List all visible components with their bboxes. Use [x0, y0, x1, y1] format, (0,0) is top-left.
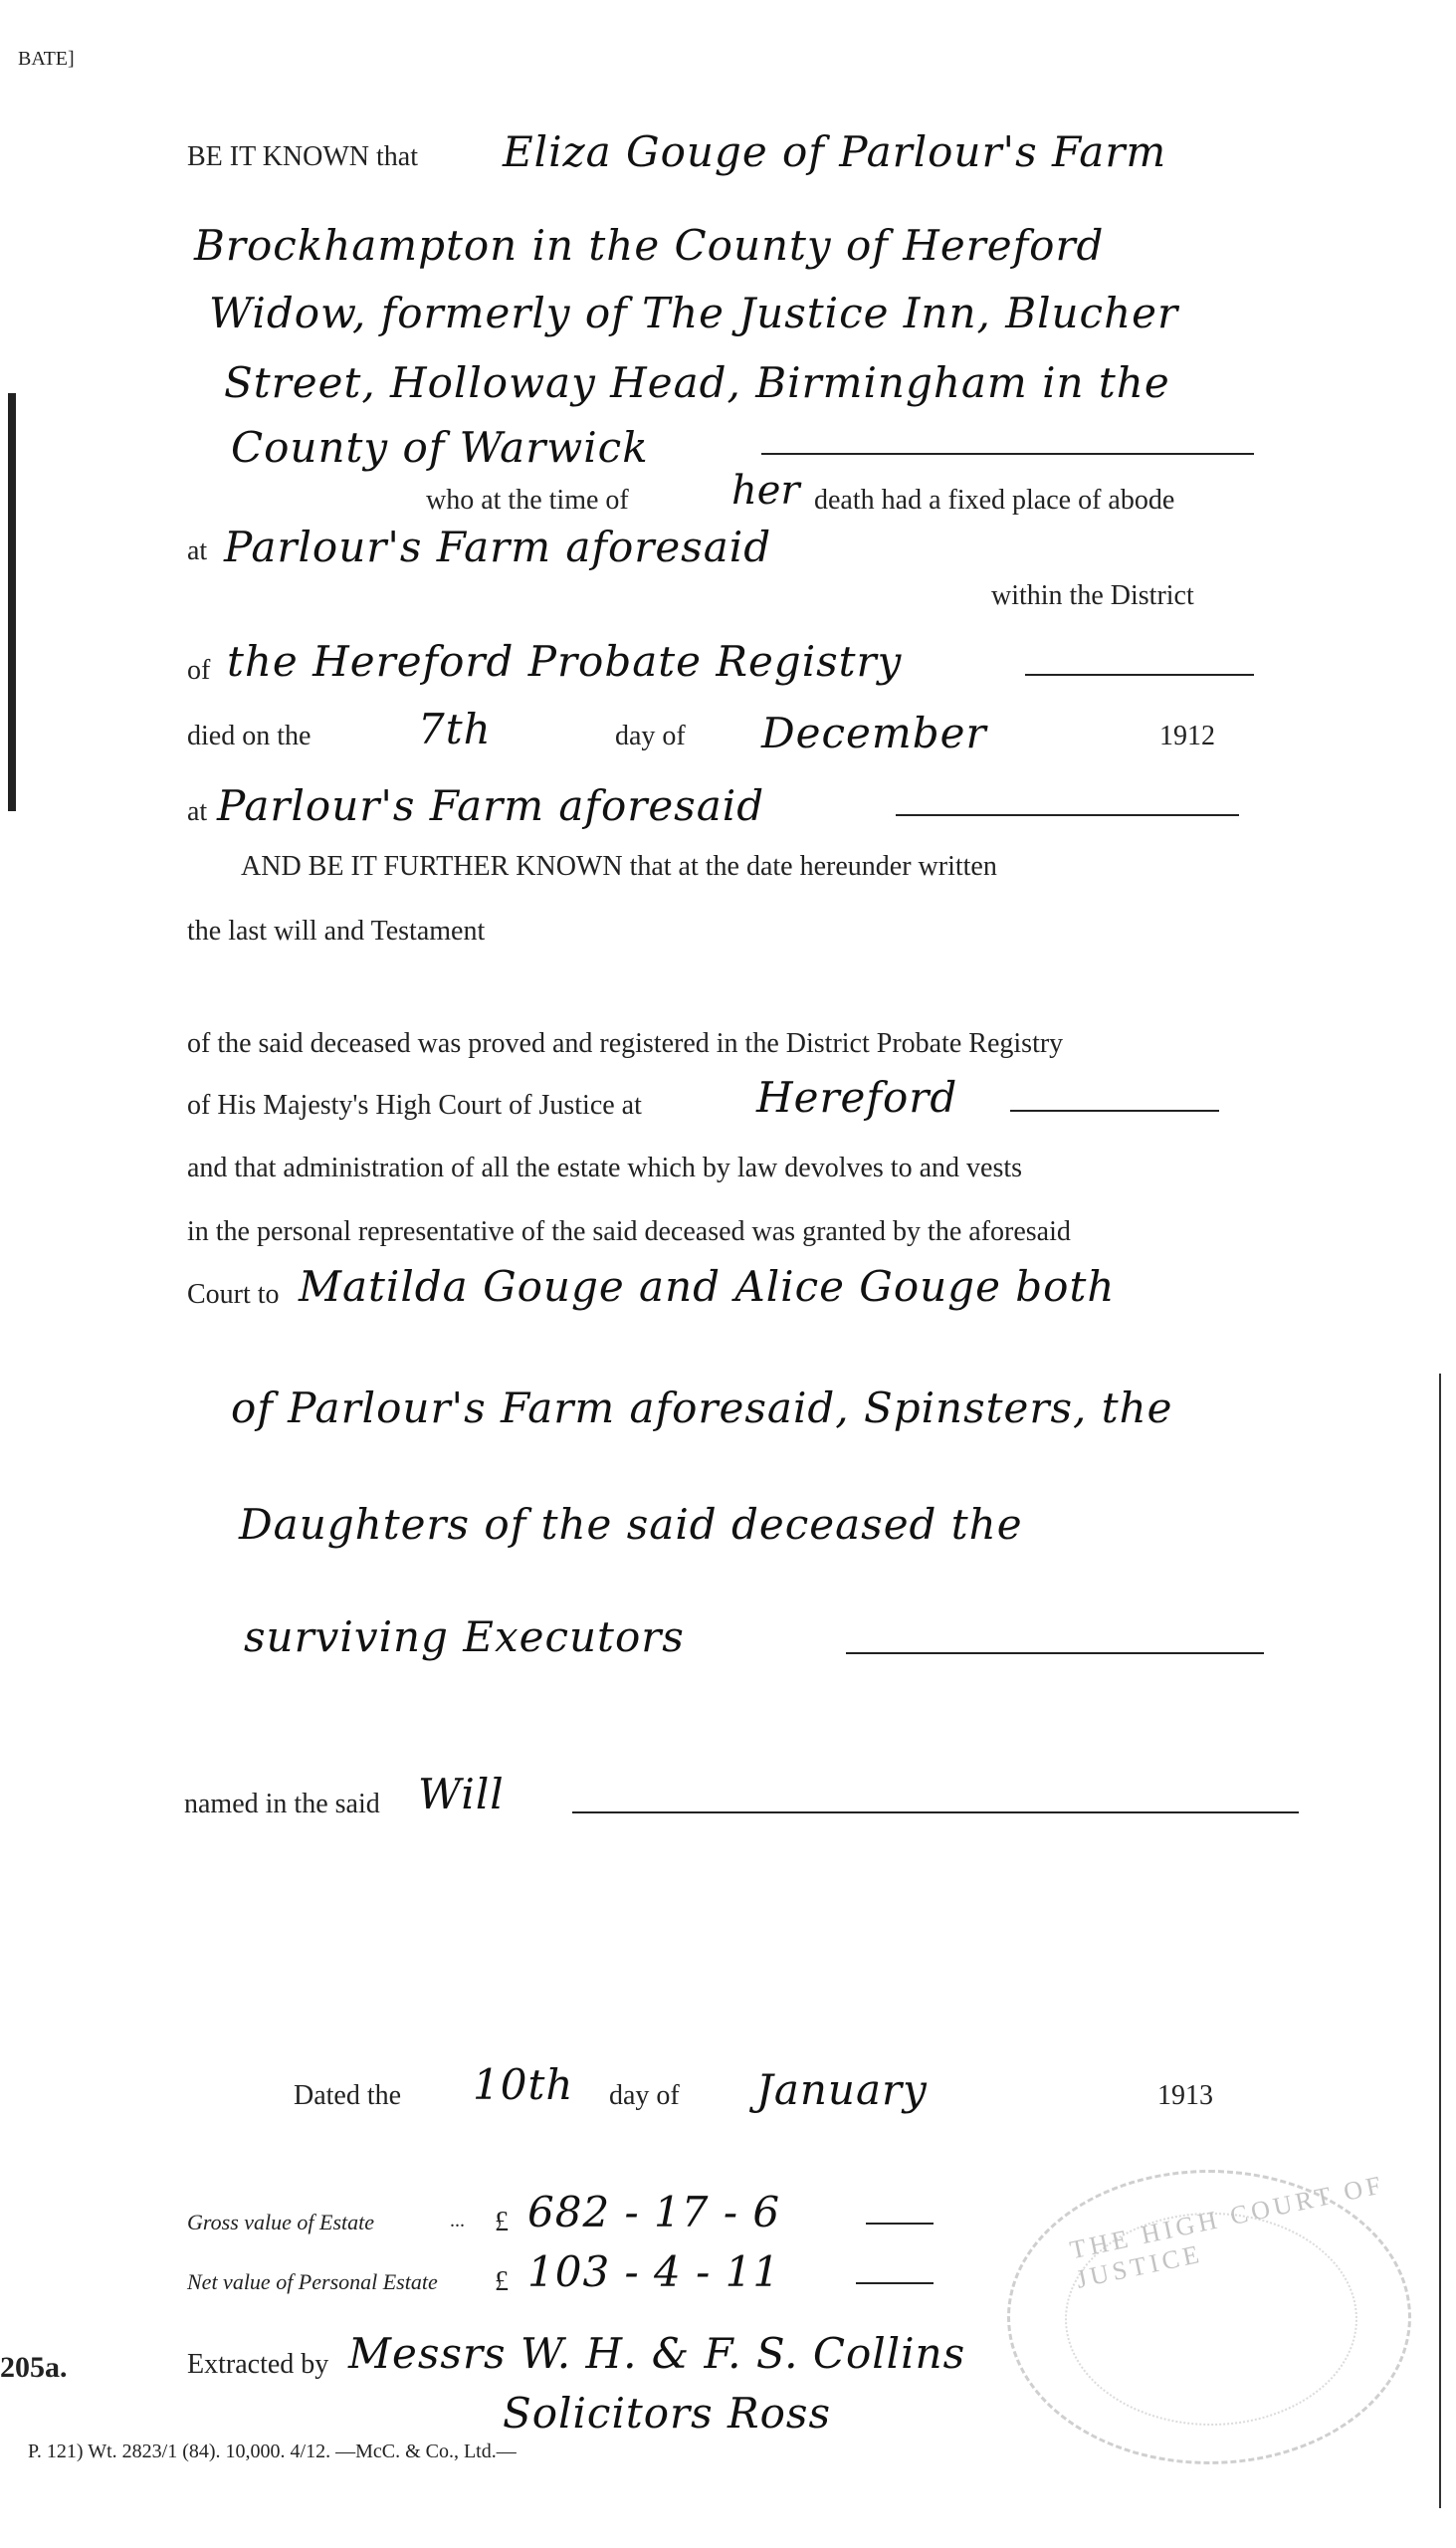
named-in-label: named in the said — [184, 1789, 380, 1819]
margin-number: 205a. — [0, 2351, 68, 2384]
page-edge-line — [1439, 1374, 1441, 2508]
gross-currency: £ — [495, 2207, 509, 2237]
will-word: Will — [418, 1770, 505, 1818]
grant-month: January — [756, 2065, 928, 2114]
executors-relation: Daughters of the said deceased the — [239, 1500, 1023, 1549]
margin-bar — [8, 393, 16, 811]
death-month: December — [761, 709, 987, 757]
extracted-by-location: Solicitors Ross — [503, 2389, 832, 2438]
at-label: at — [187, 535, 208, 566]
net-currency: £ — [495, 2266, 509, 2297]
gross-dots: ... — [450, 2210, 465, 2231]
net-value-label: Net value of Personal Estate — [187, 2269, 438, 2294]
died-on-label: died on the — [187, 721, 312, 751]
of-label: of — [187, 655, 211, 686]
day-of-label: day of — [615, 721, 686, 751]
pronoun: her — [731, 468, 800, 514]
abode-place: Parlour's Farm aforesaid — [224, 523, 772, 571]
executors-address: of Parlour's Farm aforesaid, Spinsters, the — [231, 1383, 1173, 1432]
high-court-text: of His Majesty's High Court of Justice at — [187, 1090, 642, 1121]
at-label-2: at — [187, 796, 208, 827]
be-it-known-label: BE IT KNOWN that — [187, 141, 418, 172]
dated-day-of-label: day of — [609, 2080, 680, 2111]
address-line-2: Brockhampton in the County of Hereford — [194, 221, 1105, 270]
net-value: 103 - 4 - 11 — [527, 2247, 781, 2296]
fill-rule — [1025, 674, 1254, 676]
address-line-5: County of Warwick — [231, 423, 649, 472]
footer-print-info: P. 121) Wt. 2823/1 (84). 10,000. 4/12. —McC. & Co., Ltd.— — [28, 2441, 517, 2462]
administration-text: and that administration of all the estate which by law devolves to and vests — [187, 1153, 1023, 1183]
court-to-label: Court to — [187, 1279, 280, 1310]
will-testament-text: the last will and Testament — [187, 916, 486, 947]
further-known-text: AND BE IT FURTHER KNOWN that at the date hereunder written — [241, 851, 997, 882]
stamp-text: THE HIGH COURT OF JUSTICE — [1067, 2169, 1387, 2294]
executors-status: surviving Executors — [244, 1612, 685, 1661]
registry-name: the Hereford Probate Registry — [227, 637, 903, 686]
fill-rule — [1010, 1110, 1219, 1112]
fill-rule — [866, 2223, 934, 2225]
executors-names: Matilda Gouge and Alice Gouge both — [299, 1262, 1116, 1311]
fill-rule — [761, 453, 1254, 455]
abode-label: death had a fixed place of abode — [814, 485, 1175, 516]
address-line-3: Widow, formerly of The Justice Inn, Blucher — [209, 289, 1179, 337]
extracted-by-label: Extracted by — [187, 2349, 329, 2380]
proved-registered-text: of the said deceased was proved and registered in the District Probate Registry — [187, 1028, 1064, 1059]
time-of-label: who at the time of — [426, 485, 629, 516]
fill-rule — [572, 1811, 1299, 1813]
granted-text: in the personal representative of the said deceased was granted by the aforesaid — [187, 1216, 1071, 1247]
fill-rule — [856, 2282, 934, 2284]
gross-value: 682 - 17 - 6 — [527, 2188, 781, 2236]
corner-label: BATE] — [18, 48, 75, 70]
address-line-4: Street, Holloway Head, Birmingham in the — [224, 358, 1170, 407]
death-year: 1912 — [1159, 721, 1215, 751]
court-seal-stamp — [1007, 2170, 1411, 2464]
within-district-label: within the District — [991, 580, 1194, 611]
death-place: Parlour's Farm aforesaid — [217, 781, 765, 830]
gross-value-label: Gross value of Estate — [187, 2210, 374, 2234]
fill-rule — [846, 1652, 1264, 1654]
deceased-name: Eliza Gouge of Parlour's Farm — [503, 127, 1167, 176]
death-day: 7th — [418, 705, 492, 753]
grant-day: 10th — [473, 2060, 574, 2109]
court-place: Hereford — [756, 1073, 958, 1122]
extracted-by-firm: Messrs W. H. & F. S. Collins — [348, 2329, 966, 2378]
grant-year: 1913 — [1157, 2080, 1213, 2111]
fill-rule — [896, 814, 1239, 816]
dated-label: Dated the — [294, 2080, 402, 2111]
